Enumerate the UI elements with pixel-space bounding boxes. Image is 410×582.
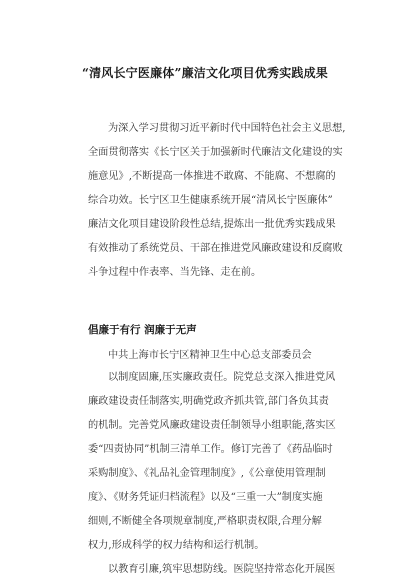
- paragraph-line: 度》、《财务凭证归档流程》以及“三重一大”制度实施: [88, 492, 323, 503]
- organization-name: 中共上海市长宁区精神卫生中心总支部委员会: [108, 350, 312, 361]
- paragraph-line: 综合功效。长宁区卫生健康系统开展“清风长宁医廉体”: [88, 195, 333, 206]
- paragraph-line: 有效推动了系统党员、干部在推进党风廉政建设和反腐败: [88, 243, 343, 254]
- paragraph-line: 施意见》,不断提高一体推进不敢腐、不能腐、不想腐的: [88, 171, 336, 182]
- closing-paragraph: [88, 558, 350, 582]
- document-title: “清风长宁医廉体”廉洁文化项目优秀实践成果: [81, 66, 328, 80]
- paragraph-line: 以教育引廉,筑牢思想防线。医院坚持常态化开展医: [108, 564, 336, 575]
- paragraph-line: 细则,不断健全各项规章制度,严格职责权限,合理分解: [88, 516, 322, 527]
- paragraph-line: 以制度固廉,压实廉政责任。院党总支深入推进党风: [108, 372, 336, 383]
- intro-paragraph: [88, 117, 350, 285]
- body-paragraph: [88, 366, 350, 558]
- paragraph-line: 权力,形成科学的权力结构和运行机制。: [88, 540, 265, 551]
- section-heading: 倡廉于有行 润廉于无声: [88, 324, 197, 336]
- paragraph-line: 全面贯彻落实《长宁区关于加强新时代廉洁文化建设的实: [88, 147, 343, 158]
- paragraph-line: 委“四责协同”机制三清单工作。修订完善了《药品临时: [88, 444, 333, 455]
- paragraph-line: 的机制。完善党风廉政建设责任制领导小组职能,落实区: [88, 420, 336, 431]
- paragraph-line: 廉洁文化项目建设阶段性总结,提炼出一批优秀实践成果: [88, 219, 336, 230]
- paragraph-line: 为深入学习贯彻习近平新时代中国特色社会主义思想,: [108, 123, 346, 134]
- paragraph-line: 廉政建设责任制落实,明确党政齐抓共管,部门各负其责: [88, 396, 329, 407]
- paragraph-line: 采购制度》、《礼品礼金管理制度》,《公章使用管理制: [88, 468, 326, 479]
- paragraph-line: 斗争过程中作表率、当先锋、走在前。: [88, 267, 262, 278]
